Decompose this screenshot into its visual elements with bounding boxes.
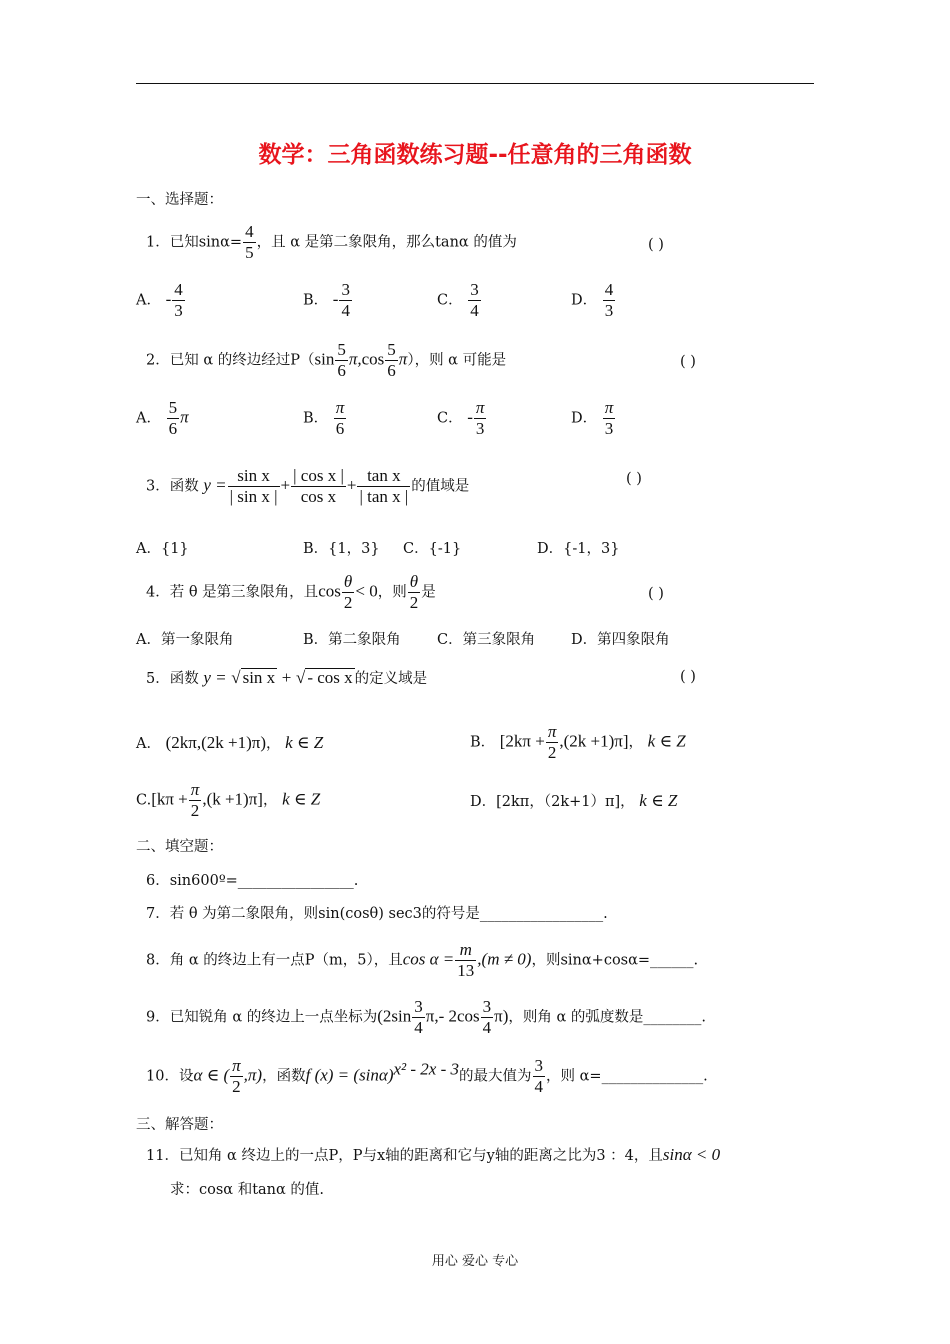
question-2 <box>146 340 506 381</box>
q3-option-c: C．{-1} <box>403 541 462 557</box>
q1-den: 5 <box>245 243 254 262</box>
num: 3 <box>470 280 479 299</box>
option-label: B． <box>303 292 329 309</box>
q10-frac1 <box>230 1056 243 1097</box>
num: 5 <box>337 340 346 359</box>
q1-a-fraction <box>172 280 185 321</box>
q10-alpha: α ∈ ( <box>193 1065 230 1085</box>
den: 13 <box>457 961 475 980</box>
question-3 <box>146 466 469 507</box>
q1-option-d <box>571 280 616 321</box>
question-9 <box>146 997 706 1038</box>
sqrt-symbol: √ <box>295 668 306 687</box>
den: 4 <box>414 1018 423 1037</box>
num: 5 <box>168 398 178 417</box>
q3-y: y = <box>203 475 227 495</box>
q2-option-b <box>303 398 347 439</box>
num: θ <box>408 572 421 593</box>
plus: + <box>281 668 292 687</box>
option-label: C． <box>437 410 463 427</box>
q3-frac2 <box>291 466 346 507</box>
q10-frac2 <box>533 1056 546 1097</box>
q4-ineq: < 0 <box>355 581 378 601</box>
q5-radicand-2: - cos x <box>307 668 353 687</box>
interval-end: ,(2k +1)π] <box>559 731 629 751</box>
q9-pre: 9．已知锐角 α 的终边上一点坐标为 <box>146 1009 378 1026</box>
q3-option-d: D．{-1，3} <box>537 541 620 557</box>
num: 4 <box>174 280 183 299</box>
q2-pi: π, <box>348 349 362 369</box>
question-5 <box>146 668 427 688</box>
den: 2 <box>547 743 557 762</box>
plus: + <box>280 475 291 495</box>
question-8 <box>146 940 698 981</box>
sqrt-symbol: √ <box>231 668 241 687</box>
q5-b-fraction <box>546 722 559 763</box>
option-label: A． <box>136 410 161 427</box>
q1-bracket: ( ) <box>648 237 664 253</box>
minus-sign: - <box>165 289 172 309</box>
q2-cos: cos <box>361 349 385 369</box>
interval-start: [kπ + <box>151 789 188 809</box>
q5-option-c <box>136 780 320 821</box>
den: 3 <box>174 301 183 320</box>
den: 4 <box>534 1077 544 1096</box>
num: 3 <box>341 280 350 299</box>
num: 3 <box>534 1056 544 1075</box>
q1-post: ，且 α 是第二象限角，那么tanα 的值为 <box>256 234 517 251</box>
q1-fraction <box>243 222 256 263</box>
q2-option-c <box>437 398 487 439</box>
q1-option-b <box>303 280 353 321</box>
q2-bracket: ( ) <box>680 354 696 370</box>
q4-frac2 <box>408 572 421 613</box>
den: 4 <box>482 1018 492 1037</box>
q2-b-fraction <box>334 398 347 439</box>
plus: + <box>346 475 357 495</box>
q11-line1: 11．已知角 α 终边上的一点P，P与x轴的距离和它与y轴的距离之比为3 ：4，且 <box>146 1148 663 1164</box>
q2-frac1 <box>335 340 348 381</box>
q8-post: ，则sinα+cosα=______. <box>531 952 699 969</box>
pi: π <box>180 407 189 427</box>
option-label: C. <box>136 792 152 809</box>
section-heading-fill: 二、填空题： <box>136 839 223 855</box>
q3-option-a: A．{1} <box>136 541 189 557</box>
num: 5 <box>387 340 396 359</box>
den: cos x <box>300 487 337 506</box>
num: π <box>232 1056 241 1075</box>
question-1 <box>146 222 517 263</box>
den: 3 <box>604 419 614 438</box>
den: 3 <box>604 301 614 320</box>
num: π <box>547 722 557 741</box>
q4-option-c: C．第三象限角 <box>437 632 536 648</box>
num: m <box>455 940 476 961</box>
question-11-line2: 求：cosα 和tanα 的值. <box>170 1182 325 1198</box>
q1-option-a <box>136 280 186 321</box>
num: θ <box>342 572 355 593</box>
option-label: D． <box>470 794 497 810</box>
header-rule <box>136 83 814 84</box>
q4-option-b: B．第二象限角 <box>303 632 401 648</box>
k-set: k ∈ Z <box>647 731 686 751</box>
q9-c: π) <box>494 1006 509 1026</box>
section-heading-answer: 三、解答题： <box>136 1117 223 1133</box>
q4-option-a: A．第一象限角 <box>136 632 234 648</box>
q4-bracket: ( ) <box>648 586 664 602</box>
option-label: D． <box>571 410 598 427</box>
num: π <box>335 398 345 417</box>
q9-post: ，则角 α 的弧度数是________. <box>508 1009 707 1026</box>
k-set: k ∈ Z <box>285 733 324 752</box>
den: 2 <box>232 1077 241 1096</box>
q5-bracket: ( ) <box>680 669 696 685</box>
question-11 <box>146 1146 720 1165</box>
q1-num: 4 <box>245 222 254 241</box>
q2-pre: 2．已知 α 的终边经过P（ <box>146 352 315 369</box>
q9-a: (2sin <box>377 1006 412 1026</box>
q9-frac2 <box>481 997 494 1038</box>
sep: ， <box>262 792 278 809</box>
q10-mid: ，函数 <box>262 1068 306 1085</box>
q10-f: f (x) = (sinα) <box>305 1065 394 1085</box>
q9-frac1 <box>412 997 425 1038</box>
q5-post: 的定义域是 <box>354 671 428 687</box>
q2-sin: sin <box>314 349 335 369</box>
k-set: k ∈ Z <box>282 789 321 809</box>
q8-cos: cos α = <box>402 949 455 969</box>
q3-pre: 3．函数 <box>146 478 199 495</box>
den: 4 <box>470 301 479 320</box>
q3-frac3 <box>357 466 410 507</box>
num: π <box>604 398 614 417</box>
q4-pre: 4．若 θ 是第三象限角，且 <box>146 584 319 601</box>
option-label: D． <box>571 292 598 309</box>
den: 4 <box>341 301 350 320</box>
q5-radicand-1: sin x <box>242 668 276 687</box>
question-6: 6．sin600º=________________. <box>146 873 359 889</box>
interval: (2kπ,(2k +1)π) <box>165 733 266 752</box>
option-label: A． <box>136 736 161 752</box>
q2-d-fraction <box>603 398 616 439</box>
q5-c-fraction <box>189 780 202 821</box>
q4-mid: ，则 <box>377 584 407 601</box>
interval-start: [2kπ + <box>499 731 545 751</box>
interval: [2kπ，（2k+1）π]， <box>496 794 635 810</box>
num: tan x <box>357 466 410 487</box>
section-heading-choice: 一、选择题： <box>136 192 223 208</box>
q4-cos: cos <box>318 581 341 601</box>
option-label: B． <box>303 410 329 427</box>
q9-b: π,- 2cos <box>425 1006 480 1026</box>
q5-option-a <box>136 734 323 753</box>
minus-sign: - <box>467 407 473 427</box>
den: 3 <box>475 419 485 438</box>
q2-post: ），则 α 可能是 <box>407 352 507 369</box>
q1-d-fraction <box>603 280 616 321</box>
minus-sign: - <box>332 289 339 309</box>
den: 6 <box>387 361 396 380</box>
k-set: k ∈ Z <box>639 791 678 810</box>
interval-end: ,(k +1)π] <box>202 789 263 809</box>
q3-bracket: ( ) <box>626 471 642 487</box>
q2-c-fraction <box>474 398 487 439</box>
q1-option-c <box>437 280 482 321</box>
q2-option-d <box>571 398 616 439</box>
q10-pre: 10．设 <box>146 1068 194 1085</box>
q10-exponent: x² - 2x - 3 <box>393 1059 460 1079</box>
option-label: A． <box>136 292 161 309</box>
q2-pi: π <box>398 349 408 369</box>
num: | cos x | <box>293 466 344 485</box>
num: π <box>475 398 485 417</box>
page-title: 数学：三角函数练习题--任意角的三角函数 <box>258 142 692 168</box>
q4-post: 是 <box>421 584 436 601</box>
q1-b-fraction <box>339 280 352 321</box>
den: 2 <box>190 801 200 820</box>
num: sin x <box>228 466 280 487</box>
q10-interval-end: ,π) <box>243 1065 263 1085</box>
q5-option-b <box>470 722 686 763</box>
q3-option-b: B．{1，3} <box>303 541 380 557</box>
q5-option-d <box>470 792 677 811</box>
option-label: C． <box>437 292 463 309</box>
den: 6 <box>335 419 345 438</box>
q3-post: 的值域是 <box>411 478 470 495</box>
q8-pre: 8．角 α 的终边上有一点P（m，5），且 <box>146 952 403 969</box>
q4-frac1 <box>342 572 355 613</box>
den: | sin x | <box>229 487 278 506</box>
page-footer: 用心 爱心 专心 <box>431 1254 519 1269</box>
q3-frac1 <box>228 466 280 507</box>
q2-a-fraction <box>167 398 180 439</box>
question-7: 7．若 θ 为第二象限角，则sin(cosθ) sec3的符号是_________________. <box>146 906 608 922</box>
den: 2 <box>409 593 419 612</box>
sep: ， <box>628 734 644 751</box>
sep: ， <box>266 736 281 752</box>
q2-frac2 <box>385 340 398 381</box>
num: π <box>190 780 200 799</box>
q1-pre: 1．已知sinα= <box>146 234 243 251</box>
q4-option-d: D．第四象限角 <box>571 632 670 648</box>
den: | tan x | <box>359 487 409 506</box>
num: 3 <box>482 997 492 1016</box>
num: 3 <box>414 997 423 1016</box>
q5-y: y = <box>203 668 227 687</box>
den: 2 <box>343 593 353 612</box>
num: 4 <box>604 280 614 299</box>
q1-c-fraction <box>468 280 481 321</box>
q5-pre: 5．函数 <box>146 671 199 687</box>
question-10 <box>146 1056 708 1097</box>
q11-cond: sinα < 0 <box>662 1145 721 1164</box>
q8-fraction <box>455 940 476 981</box>
q2-option-a <box>136 398 189 439</box>
q10-post2: ，则 α=______________. <box>546 1068 708 1085</box>
q10-post1: 的最大值为 <box>459 1068 532 1085</box>
question-4 <box>146 572 436 613</box>
q8-cond: ,(m ≠ 0) <box>477 949 532 969</box>
den: 6 <box>337 361 346 380</box>
option-label: B． <box>470 734 496 751</box>
den: 6 <box>168 419 178 438</box>
